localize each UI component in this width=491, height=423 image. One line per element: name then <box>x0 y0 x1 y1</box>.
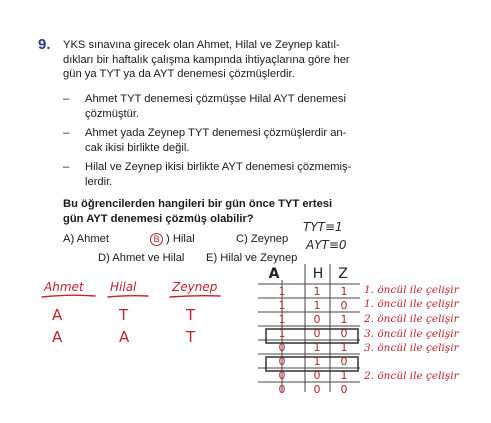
option-e[interactable]: E) Hilal ve Zeynep <box>206 252 298 264</box>
contradiction-note: 3. öncül ile çelişir <box>364 342 459 354</box>
stem-line: gün ya TYT ya da AYT denemesi çözmüşlerdir. <box>63 68 295 81</box>
condition-dash: – <box>63 161 70 173</box>
table-cell: 1 <box>340 313 348 326</box>
ayt-code-note: AYT≡0 <box>306 238 347 252</box>
name-zeynep: Zeynep <box>172 280 218 294</box>
row2-hilal: A <box>119 328 130 346</box>
table-cell: 1 <box>340 369 348 382</box>
table-cell: 1 <box>313 355 321 368</box>
table-header-h: H <box>312 266 324 282</box>
name-hilal: Hilal <box>110 280 137 294</box>
row1-hilal: T <box>119 306 129 324</box>
contradiction-note: 3. öncül ile çelişir <box>364 328 459 340</box>
table-cell: 1 <box>278 285 286 298</box>
table-cell: 0 <box>278 383 286 396</box>
table-cell: 1 <box>313 341 321 354</box>
table-header-a: A <box>268 266 280 282</box>
condition-line: cak ikisi birlikte değil. <box>85 141 190 154</box>
condition-line: çözmüştür. <box>85 107 140 120</box>
table-header-z: Z <box>338 266 348 282</box>
stem-line: dıkları bir haftalık çalışma kampında ihtiyaçlarına göre her <box>63 53 350 66</box>
table-cell: 0 <box>313 369 321 382</box>
condition-dash: – <box>63 127 70 139</box>
table-cell: 0 <box>278 355 286 368</box>
table-cell: 0 <box>340 299 348 312</box>
name-ahmet: Ahmet <box>44 280 84 294</box>
table-cell: 0 <box>340 383 348 396</box>
condition-line: lerdir. <box>85 175 113 188</box>
row2-zeynep: T <box>186 328 196 346</box>
condition-dash: – <box>63 93 70 105</box>
table-cell: 1 <box>313 285 321 298</box>
contradiction-note: 1. öncül ile çelişir <box>364 298 459 310</box>
option-a[interactable]: A) Ahmet <box>63 233 110 245</box>
row1-zeynep: T <box>186 306 196 324</box>
tyt-code-note: TYT≡1 <box>303 220 343 234</box>
condition-line: Ahmet yada Zeynep TYT denemesi çözmüşlerdir an- <box>85 127 347 139</box>
table-cell: 0 <box>340 355 348 368</box>
prompt-line: Bu öğrencilerden hangileri bir gün önce TYT ertesi <box>63 198 333 210</box>
prompt-line: gün AYT denemesi çözmüş olabilir? <box>63 213 254 225</box>
row1-ahmet: A <box>52 306 63 324</box>
table-cell: 1 <box>278 327 286 340</box>
option-b-label: ) Hilal <box>166 233 195 245</box>
answer-circle-mark: B <box>150 233 163 246</box>
table-cell: 1 <box>313 299 321 312</box>
option-d[interactable]: D) Ahmet ve Hilal <box>98 252 185 264</box>
option-c[interactable]: C) Zeynep <box>236 233 289 245</box>
underline-hilal <box>108 296 148 297</box>
underline-ahmet <box>42 295 95 297</box>
table-cell: 1 <box>340 341 348 354</box>
table-cell: 1 <box>278 313 286 326</box>
table-cell: 0 <box>313 383 321 396</box>
table-cell: 1 <box>278 299 286 312</box>
contradiction-note: 1. öncül ile çelişir <box>364 284 459 296</box>
contradiction-note: 2. öncül ile çelişir <box>364 313 459 325</box>
table-cell: 0 <box>340 327 348 340</box>
table-cell: 1 <box>340 285 348 298</box>
stem-line: YKS sınavına girecek olan Ahmet, Hilal ve Zeynep katıl- <box>63 39 340 51</box>
question-number: 9. <box>38 36 51 53</box>
row2-ahmet: A <box>52 328 63 346</box>
contradiction-note: 2. öncül ile çelişir <box>364 370 459 382</box>
table-cell: 0 <box>278 369 286 382</box>
underline-zeynep <box>170 296 220 297</box>
condition-line: Hilal ve Zeynep ikisi birlikte AYT denemesi çözmemiş- <box>85 161 352 173</box>
table-cell: 0 <box>313 313 321 326</box>
table-cell: 0 <box>313 327 321 340</box>
condition-line: Ahmet TYT denemesi çözmüşse Hilal AYT denemesi <box>85 93 346 105</box>
table-cell: 0 <box>278 341 286 354</box>
